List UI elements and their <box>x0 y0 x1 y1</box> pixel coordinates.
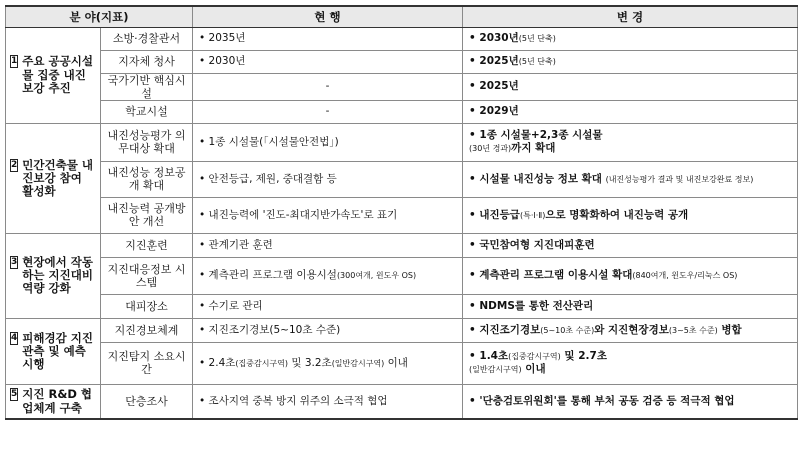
comparison-table <box>5 5 798 420</box>
section-5-category <box>6 384 101 419</box>
sub-item: 지진훈련 <box>101 233 193 257</box>
current-value: • 2030년 <box>193 50 463 73</box>
header-current: 현 행 <box>193 6 463 27</box>
change-value: • 2029년 <box>463 100 798 123</box>
sub-item: 단층조사 <box>101 384 193 419</box>
table-row <box>6 384 798 419</box>
change-value: • 1종 시설물+2,3종 시설물 (30년 경과)까지 확대 <box>463 123 798 161</box>
table-row <box>6 197 798 233</box>
section-number: 5 <box>11 389 18 400</box>
current-value: • 수기로 관리 <box>193 294 463 318</box>
table-row <box>6 233 798 257</box>
sub-item: 지진경보체계 <box>101 318 193 342</box>
change-value: • 2025년(5년 단축) <box>463 50 798 73</box>
header-change: 변 경 <box>463 6 798 27</box>
sub-item: 소방·경찰관서 <box>101 27 193 50</box>
table-row <box>6 27 798 50</box>
current-value: - <box>193 100 463 123</box>
table-row <box>6 161 798 197</box>
section-number: 3 <box>11 257 18 268</box>
section-number: 2 <box>11 159 18 170</box>
table-row <box>6 342 798 384</box>
header-category: 분 야(지표) <box>6 6 193 27</box>
section-title: 지진 R&D 협업체계 구축 <box>22 387 93 415</box>
section-title: 민간건축물 내진보강 참여 활성화 <box>22 157 93 198</box>
section-2-category <box>6 123 101 233</box>
section-title: 현장에서 작동하는 지진대비 역량 강화 <box>22 255 93 296</box>
table-row <box>6 73 798 100</box>
section-title: 피해경감 지진관측 및 예측 시행 <box>22 330 93 371</box>
table-row <box>6 123 798 161</box>
sub-item: 내진성능 정보공개 확대 <box>101 161 193 197</box>
current-value: • 안전등급, 제원, 중대결함 등 <box>193 161 463 197</box>
sub-item: 지진대응정보 시스템 <box>101 257 193 294</box>
change-value: • 2030년(5년 단축) <box>463 27 798 50</box>
section-3-category <box>6 233 101 318</box>
change-value: • NDMS를 통한 전산관리 <box>463 294 798 318</box>
header-row <box>6 6 798 27</box>
sub-item: 내진성능평가 의무대상 확대 <box>101 123 193 161</box>
section-4-category <box>6 318 101 384</box>
table-row <box>6 100 798 123</box>
current-value: • 1종 시설물(「시설물안전법」) <box>193 123 463 161</box>
current-value: - <box>193 73 463 100</box>
change-value: • 2025년 <box>463 73 798 100</box>
section-number: 4 <box>11 332 18 343</box>
sub-item: 학교시설 <box>101 100 193 123</box>
change-value: • 시설물 내진성능 정보 확대 (내진성능평가 결과 및 내진보강완료 정보) <box>463 161 798 197</box>
current-value: • 2035년 <box>193 27 463 50</box>
sub-item: 지진탐지 소요시간 <box>101 342 193 384</box>
change-value: • 1.4초(집중감시구역) 및 2.7초 (일반감시구역) 이내 <box>463 342 798 384</box>
table-row <box>6 257 798 294</box>
current-value: • 내진능력에 '진도-최대지반가속도'로 표기 <box>193 197 463 233</box>
current-value: • 조사지역 중복 방지 위주의 소극적 협업 <box>193 384 463 419</box>
change-value: • 지진조기경보(5~10초 수준)와 지진현장경보(3~5초 수준) 병합 <box>463 318 798 342</box>
section-number: 1 <box>11 56 18 67</box>
section-1-category <box>6 27 101 123</box>
sub-item: 국가기반 핵심시설 <box>101 73 193 100</box>
sub-item: 대피장소 <box>101 294 193 318</box>
current-value: • 관계기관 훈련 <box>193 233 463 257</box>
change-value: • 국민참여형 지진대피훈련 <box>463 233 798 257</box>
current-value: • 지진조기경보(5~10초 수준) <box>193 318 463 342</box>
table-row <box>6 50 798 73</box>
table-row <box>6 294 798 318</box>
sub-item: 지자체 청사 <box>101 50 193 73</box>
current-value: • 2.4초(집중감시구역) 및 3.2초(일반감시구역) 이내 <box>193 342 463 384</box>
change-value: • 계측관리 프로그램 이용시설 확대(840여개, 윈도우/리눅스 OS) <box>463 257 798 294</box>
change-value: • 내진등급(특·Ⅰ·Ⅱ)으로 명확화하여 내진능력 공개 <box>463 197 798 233</box>
sub-item: 내진능력 공개방안 개선 <box>101 197 193 233</box>
current-value: • 계측관리 프로그램 이용시설(300여개, 윈도우 OS) <box>193 257 463 294</box>
change-value: • '단층검토위원회'를 통해 부처 공동 검증 등 적극적 협업 <box>463 384 798 419</box>
section-title: 주요 공공시설물 집중 내진보강 추진 <box>22 54 93 95</box>
table-row <box>6 318 798 342</box>
